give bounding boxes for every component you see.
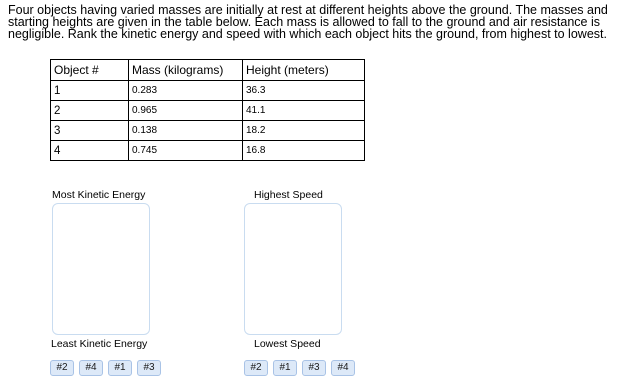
- table-row: [51, 121, 365, 141]
- speed-bottom-label: Lowest Speed: [254, 338, 321, 350]
- table-cell-height: 18.2: [243, 121, 365, 141]
- table-cell-height: 16.8: [243, 141, 365, 161]
- speed-chip[interactable]: #4: [331, 360, 355, 376]
- ke-bottom-label: Least Kinetic Energy: [51, 338, 148, 350]
- table-cell-object: 4: [51, 141, 129, 161]
- table-cell-mass: 0.138: [129, 121, 243, 141]
- table-header-row: [51, 60, 365, 81]
- table-header-height: Height (meters): [243, 60, 365, 81]
- table-cell-mass: 0.965: [129, 101, 243, 121]
- table-cell-mass: 0.745: [129, 141, 243, 161]
- speed-chip[interactable]: #3: [302, 360, 326, 376]
- table-cell-mass: 0.283: [129, 81, 243, 101]
- table-cell-object: 1: [51, 81, 129, 101]
- ke-chip-tray: [50, 360, 161, 376]
- table-row: [51, 141, 365, 161]
- ke-chip[interactable]: #1: [108, 360, 132, 376]
- table-cell-object: 2: [51, 101, 129, 121]
- table-header-object: Object #: [51, 60, 129, 81]
- table-cell-height: 41.1: [243, 101, 365, 121]
- data-table: [50, 59, 365, 161]
- table-row: [51, 81, 365, 101]
- question-text: Four objects having varied masses are initially at rest at different heights above the ground. The masses and starting heights are given in the table below. Each mass is allowed to fall to the ground and air resistance is negligible. Rank the kinetic energy and speed with which each object hits the ground, from highest to lowest.: [8, 3, 608, 41]
- ke-ranking-dropzone[interactable]: [52, 203, 150, 335]
- ke-chip[interactable]: #2: [50, 360, 74, 376]
- ke-chip[interactable]: #4: [79, 360, 103, 376]
- speed-chip[interactable]: #1: [273, 360, 297, 376]
- speed-ranking-dropzone[interactable]: [244, 203, 342, 335]
- speed-chip[interactable]: #2: [244, 360, 268, 376]
- speed-chip-tray: [244, 360, 355, 376]
- table-cell-object: 3: [51, 121, 129, 141]
- table-header-mass: Mass (kilograms): [129, 60, 243, 81]
- speed-top-label: Highest Speed: [254, 189, 323, 201]
- ke-chip[interactable]: #3: [137, 360, 161, 376]
- ke-top-label: Most Kinetic Energy: [52, 189, 146, 201]
- table-cell-height: 36.3: [243, 81, 365, 101]
- table-row: [51, 101, 365, 121]
